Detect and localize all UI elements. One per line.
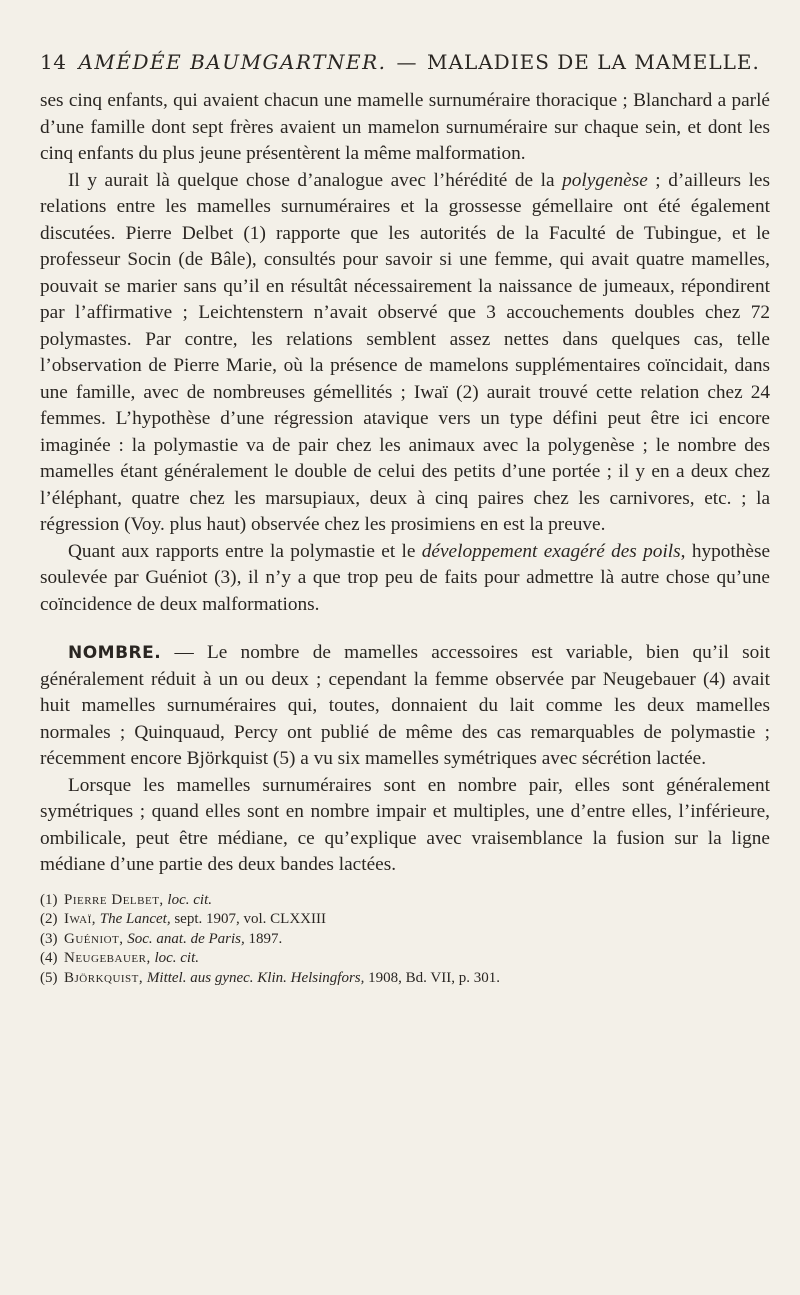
footnote-number: (1) <box>40 891 58 908</box>
footnote <box>40 910 770 930</box>
paragraph-2-end: ; d’ailleurs les relations entre les mamelles surnuméraires et la grossesse gémellaire ont été également discutées. Pierre Delbet (1) rapporte que les autorités de la Faculté de Tubingue, et le professeur Socin (de Bâle), consultés pour savoir si une femme, qui avait quatre mamelles, pouvait se marier sans qu’il en résultât nécessairement la naissance de jumeaux, répondirent par l’affirmative ; Leichtenstern n’avait observé que 3 accouchements doubles chez 72 polymastes. Par contre, les relations semblent assez nettes dans quelques cas, telle l’observation de Pierre Marie, où la présence de mamelons supplémentaires coïncidait, dans une famille, avec de nombreuses gémellités ; Iwaï (2) aurait trouvé cette relation chez 24 femmes. L’hypothèse d’une régression atavique vers un type défini peut être ici encore imaginée : la polymastie va de pair chez les animaux avec la polygenèse ; le nombre des mamelles étant généralement le double de celui des petits d’une portée ; il y en a deux chez l’éléphant, quatre chez les marsupiaux, deux à cinq paires chez les carnivores, etc. ; la régression (Voy. plus haut) observée chez les prosimiens en est la preuve. <box>40 169 770 535</box>
paragraph-3-end: , hypothèse soulevée par Guéniot (3), il n’y a que trop peu de faits pour admettre là autre chose qu’une coïncidence de deux malformations. <box>40 540 771 615</box>
footnote <box>40 891 770 911</box>
footnote-source: Mittel. aus gynec. Klin. Helsingfors, <box>146 969 365 986</box>
paragraph-2-start: Il y aurait là quelque chose d’analogue avec l’hérédité de la <box>68 169 563 191</box>
paragraph-nombre <box>40 640 770 773</box>
footnote <box>40 949 770 969</box>
body-text <box>40 88 770 879</box>
running-head-separator: — <box>396 50 418 74</box>
footnote-source: loc. cit. <box>167 891 212 908</box>
book-page <box>40 50 770 988</box>
footnote-author: Björkquist, <box>64 969 144 986</box>
footnote-number: (5) <box>40 969 58 986</box>
footnote <box>40 930 770 950</box>
footnote-author: Pierre Delbet, <box>64 891 164 908</box>
page-number: 14 <box>40 50 67 74</box>
paragraph-2 <box>40 168 770 539</box>
footnote-detail: sept. 1907, vol. CLXXIII <box>170 911 326 927</box>
paragraph-3-italic: développement exagéré des poils <box>421 540 681 562</box>
footnote <box>40 969 770 989</box>
paragraph-2-italic: polygenèse <box>562 169 648 191</box>
section-heading-dash: — <box>161 642 207 663</box>
footnote-detail: 1897. <box>244 930 283 947</box>
running-head <box>40 50 770 74</box>
footnote-source: loc. cit. <box>154 950 200 966</box>
footnote-number: (4) <box>40 950 58 966</box>
footnote-author: Guéniot, <box>64 930 124 947</box>
running-head-author: AMÉDÉE BAUMGARTNER. <box>78 50 387 74</box>
footnote-author: Iwaï, <box>64 911 97 927</box>
footnote-number: (3) <box>40 930 58 947</box>
footnote-source: The Lancet, <box>99 911 171 927</box>
paragraph-4-text: Le nombre de mamelles accessoires est variable, bien qu’il soit généralement réduit à un ou deux ; cependant la femme observée par Neugebauer (4) avait huit mamelles surnuméraires qui, toutes, donnaient du lait comme les deux mamelles normales ; Quinquaud, Percy ont publié de même des cas remarquables de polymastie ; récemment encore Björkquist (5) a vu six mamelles symétriques avec sécrétion lactée. <box>40 642 770 769</box>
paragraph-3-start: Quant aux rapports entre la polymastie et le <box>68 540 422 562</box>
paragraph-3 <box>40 539 770 619</box>
paragraph-5: Lorsque les mamelles surnuméraires sont en nombre pair, elles sont généralement symétriques ; quand elles sont en nombre impair et multiples, une d’entre elles, l’inférieure, ombilicale, peut être médiane, ce qu’explique avec vraisemblance la fusion sur la ligne médiane d’une partie des deux bandes lactées. <box>40 774 770 875</box>
footnote-author: Neugebauer, <box>64 950 151 966</box>
paragraph-1: ses cinq enfants, qui avaient chacun une mamelle surnuméraire thoracique ; Blanchard a parlé d’une famille dont sept frères avaient un mamelon surnuméraire sur chaque sein, et dont les cinq enfants du plus jeune présentèrent la même malformation. <box>40 90 770 164</box>
footnote-number: (2) <box>40 911 58 927</box>
footnotes <box>40 891 770 989</box>
section-heading-nombre: NOMBRE. <box>68 643 162 663</box>
footnote-detail: 1908, Bd. VII, p. 301. <box>364 969 500 986</box>
running-head-title: MALADIES DE LA MAMELLE. <box>427 50 760 74</box>
footnote-source: Soc. anat. de Paris, <box>127 930 245 947</box>
